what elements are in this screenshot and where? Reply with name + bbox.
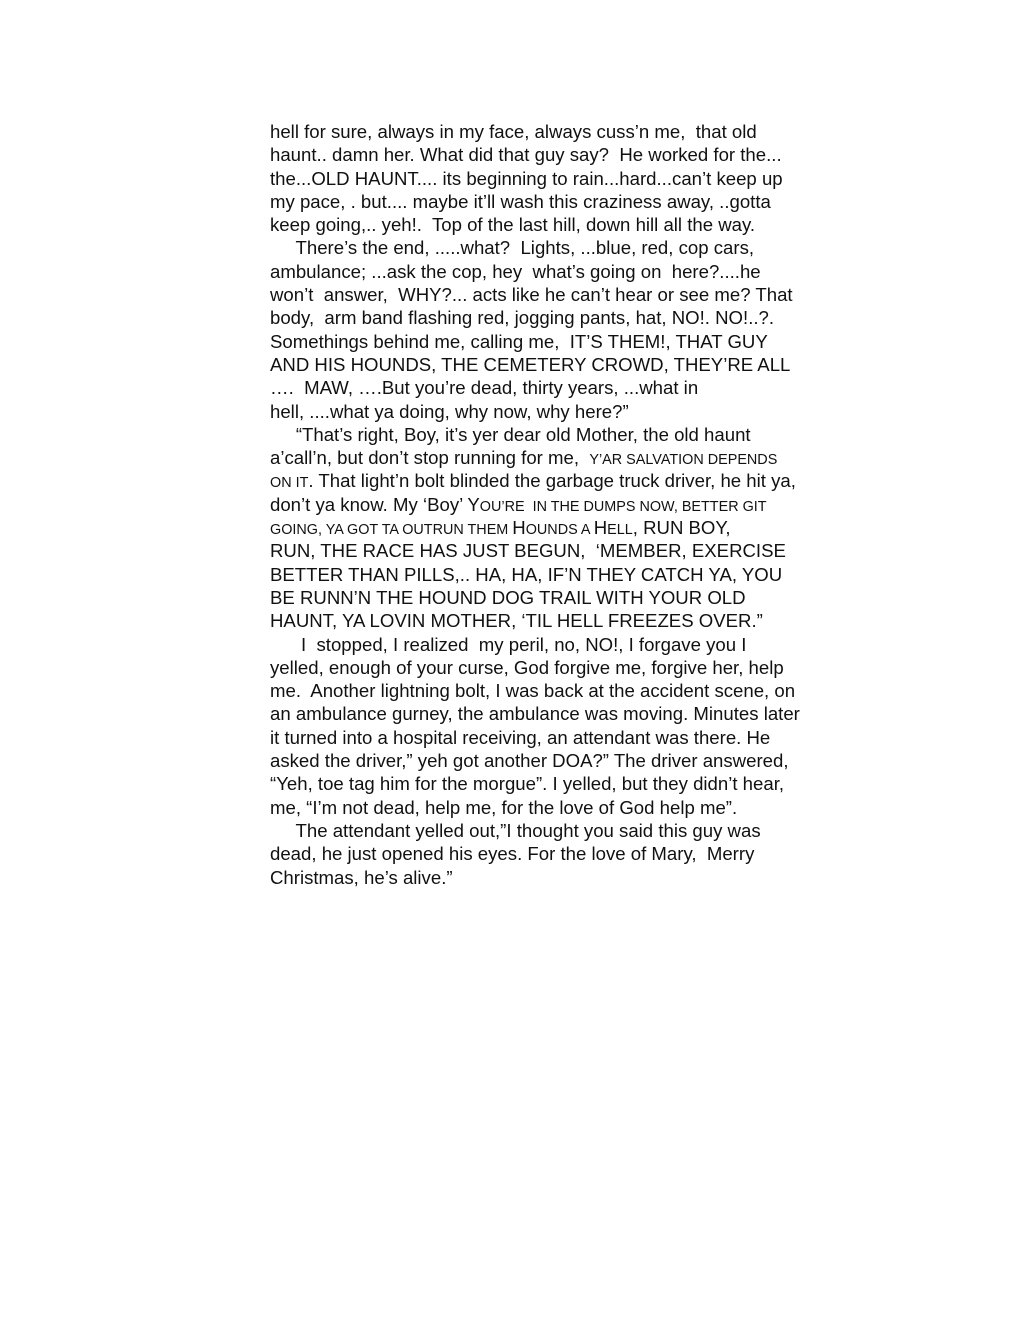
text-line: dead, he just opened his eyes. For the love of Mary, Merry [270,843,755,865]
text-line: won’t answer, WHY?... acts like he can’t hear or see me? That [270,284,793,306]
text-line: the...OLD HAUNT.... its beginning to rain...hard...can’t keep up [270,167,783,189]
text-line: body, arm band flashing red, jogging pants, hat, NO!. NO!..?. [270,307,775,329]
text-line: it turned into a hospital receiving, an attendant was there. He [270,726,771,748]
text-line: Christmas, he’s alive.” [270,866,453,888]
text-line: …. MAW, ….But you’re dead, thirty years, ...what in [270,377,699,399]
text-line: HAUNT, YA LOVIN MOTHER, ‘TIL HELL FREEZES OVER.” [270,610,763,632]
text-line: yelled, enough of your curse, God forgive me, forgive her, help [270,656,784,678]
text-line: BETTER THAN PILLS,.. HA, HA, IF’N THEY CATCH YA, YOU [270,563,783,585]
text-line: I stopped, I realized my peril, no, NO!, I forgave you I [270,633,747,655]
text-line: BE RUNN’N THE HOUND DOG TRAIL WITH YOUR OLD [270,586,746,608]
text-line: The attendant yelled out,”I thought you said this guy was [270,819,761,841]
text-line: AND HIS HOUNDS, THE CEMETERY CROWD, THEY’RE ALL [270,353,791,375]
text-line: “Yeh, toe tag him for the morgue”. I yelled, but they didn’t hear, [270,773,785,795]
text-line: “That’s right, Boy, it’s yer dear old Mother, the old haunt [270,423,751,445]
story-text [270,120,850,889]
text-line: don’t ya know. My ‘Boy’ YOU’RE IN THE DUMPS NOW, BETTER GIT [270,493,767,515]
text-line: hell for sure, always in my face, always cuss’n me, that old [270,121,757,142]
text-line: asked the driver,” yeh got another DOA?” The driver answered, [270,750,789,772]
text-line: my pace, . but.... maybe it’ll wash this craziness away, ..gotta [270,190,771,212]
text-line: ambulance; ...ask the cop, hey what’s going on here?....he [270,260,761,282]
text-line: me, “I’m not dead, help me, for the love of God help me”. [270,796,738,818]
text-line: RUN, THE RACE HAS JUST BEGUN, ‘MEMBER, EXERCISE [270,540,786,562]
text-line: an ambulance gurney, the ambulance was moving. Minutes later [270,703,800,725]
text-line: a’call’n, but don’t stop running for me, Y’AR SALVATION DEPENDS [270,447,778,469]
text-line: GOING, YA GOT TA OUTRUN THEM HOUNDS A HELL, RUN BOY, [270,517,731,539]
text-line: keep going,.. yeh!. Top of the last hill, down hill all the way. [270,214,756,236]
text-line: Somethings behind me, calling me, IT’S THEM!, THAT GUY [270,330,768,352]
text-line: me. Another lightning bolt, I was back at the accident scene, on [270,680,796,702]
text-line: There’s the end, .....what? Lights, ...blue, red, cop cars, [270,237,755,259]
text-line: hell, ....what ya doing, why now, why here?” [270,400,629,422]
text-line: haunt.. damn her. What did that guy say? He worked for the... [270,144,782,166]
text-line: ON IT. That light’n bolt blinded the garbage truck driver, he hit ya, [270,470,796,492]
